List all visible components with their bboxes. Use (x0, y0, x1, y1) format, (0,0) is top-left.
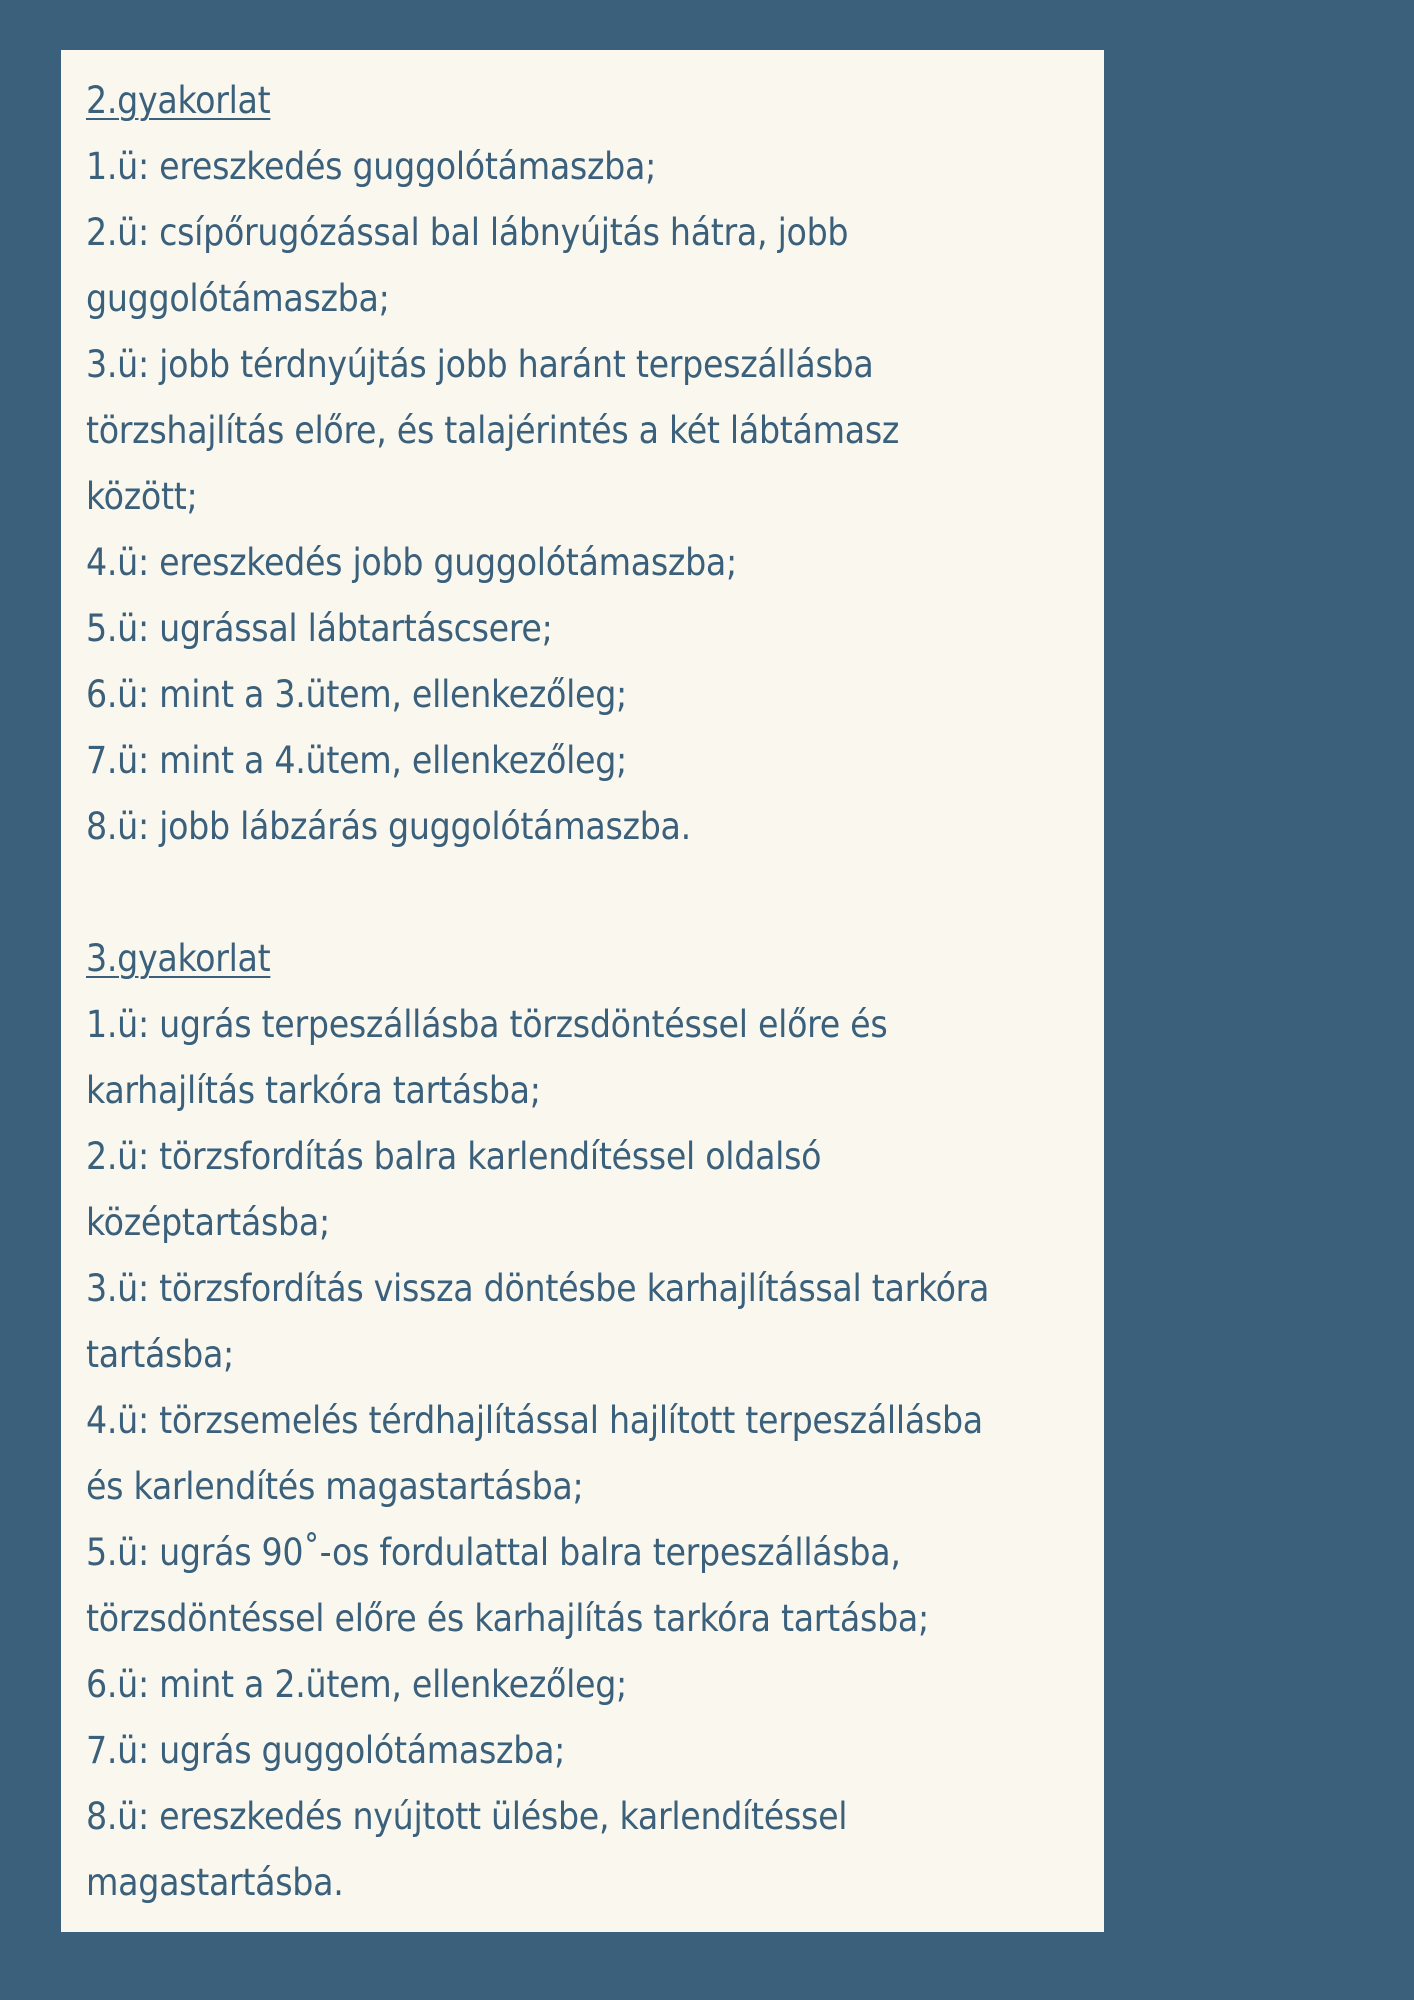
exercise-line: 6.ü: mint a 3.ütem, ellenkezőleg; (86, 673, 627, 716)
exercise-line: 1.ü: ugrás terpeszállásba törzsdöntéssel előre és (86, 1003, 888, 1046)
exercise-line: 4.ü: törzsemelés térdhajlítással hajlított terpeszállásba (86, 1399, 983, 1442)
exercise-line: 7.ü: mint a 4.ütem, ellenkezőleg; (86, 739, 627, 782)
exercise-line: 8.ü: ereszkedés nyújtott ülésbe, karlendítéssel (86, 1795, 848, 1838)
exercise-line: karhajlítás tarkóra tartásba; (86, 1069, 541, 1112)
exercise-line: középtartásba; (86, 1201, 330, 1244)
exercise-line: 3.ü: törzsfordítás vissza döntésbe karhajlítással tarkóra (86, 1267, 990, 1310)
exercise-line: törzsdöntéssel előre és karhajlítás tarkóra tartásba; (86, 1597, 929, 1640)
exercise-line: 6.ü: mint a 2.ütem, ellenkezőleg; (86, 1663, 627, 1706)
exercise-line: és karlendítés magastartásba; (86, 1465, 584, 1508)
exercise-line: 2.ü: csípőrugózással bal lábnyújtás hátra, jobb (86, 211, 849, 254)
exercise-title: 2.gyakorlat (86, 79, 271, 122)
exercise-line: 1.ü: ereszkedés guggolótámaszba; (86, 145, 656, 188)
exercise-line: guggolótámaszba; (86, 277, 390, 320)
exercise-line: 4.ü: ereszkedés jobb guggolótámaszba; (86, 541, 737, 584)
exercise-line: 3.ü: jobb térdnyújtás jobb haránt terpeszállásba (86, 343, 874, 386)
exercise-line: törzshajlítás előre, és talajérintés a két lábtámasz (86, 409, 900, 452)
exercise-line: 5.ü: ugrással lábtartáscsere; (86, 607, 553, 650)
exercise-line: között; (86, 475, 198, 518)
exercise-section-3 (86, 926, 1078, 1916)
exercise-line: 8.ü: jobb lábzárás guggolótámaszba. (86, 805, 691, 848)
exercise-title: 3.gyakorlat (86, 937, 271, 980)
document-card (61, 50, 1104, 1932)
exercise-section-2 (86, 68, 1078, 860)
exercise-line: 2.ü: törzsfordítás balra karlendítéssel oldalsó (86, 1135, 822, 1178)
exercise-line: 7.ü: ugrás guggolótámaszba; (86, 1729, 566, 1772)
exercise-line: tartásba; (86, 1333, 234, 1376)
exercise-line: magastartásba. (86, 1861, 344, 1904)
exercise-line: 5.ü: ugrás 90˚-os fordulattal balra terpeszállásba, (86, 1531, 901, 1574)
